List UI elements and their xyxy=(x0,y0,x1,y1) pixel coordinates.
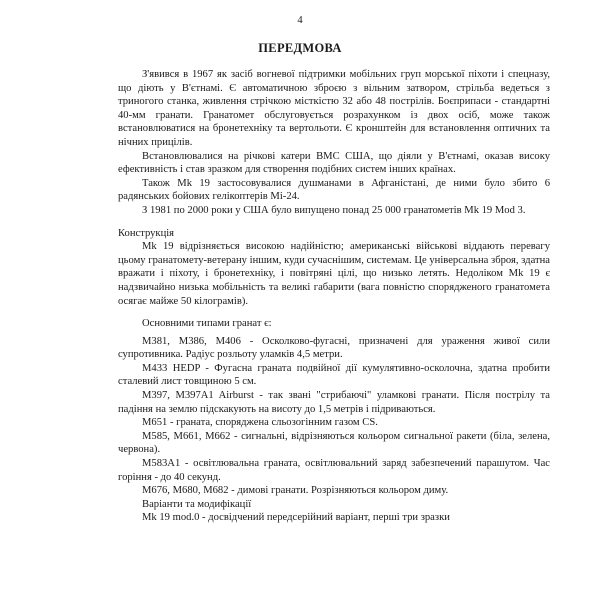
intro-paragraph-3: Також Mk 19 застосовувалися душманами в Афганістані, де ними було збито 6 радянських бойових гелікоптерів Мі-24. xyxy=(118,177,550,203)
grenade-item: M397, M397A1 Airburst - так звані "стрибаючі" уламкові гранати. Після пострілу та падіння на землю підскакують на висоту до 1,5 метрів і підриваються. xyxy=(118,390,550,415)
grenade-item: M433 HEDP - Фугасна граната подвійної дії кумулятивно-осколочна, здатна пробити сталевий лист товщиною 5 см. xyxy=(118,362,550,388)
variants-heading: Варіанти та модифікації xyxy=(142,498,252,510)
intro-paragraph-2: Встановлювалися на річкові катери ВМС США, що діяли у В'єтнамі, оказав високу ефективність і став зразком для створення подібних систем інших країнах. xyxy=(118,150,550,176)
page-title: ПЕРЕДМОВА xyxy=(258,41,342,55)
intro-paragraph-4: З 1981 по 2000 роки у США було випущено понад 25 000 гранатометів Mk 19 Mod 3. xyxy=(142,204,526,216)
grenade-item: M381, M386, M406 - Осколково-фугасні, призначені для ураження живої сили супротивника. Радіус розльоту уламків 4,5 метри. xyxy=(118,335,550,361)
construction-heading: Конструкція xyxy=(118,227,175,239)
grenade-item: M651 - граната, споряджена сльозогінним газом CS. xyxy=(142,417,378,429)
intro-paragraph-1: З'явився в 1967 як засіб вогневої підтримки мобільних груп морської піхоти і спецназу, що діють у В'єтнамі. Є автоматичною зброєю з вільним затвором, стрільба ведеться з триногого станка, живлення стрічкою місткістю 32 або 48 пострілів. Боєприпаси - стандартні 40-мм гранати. Гранатомет обслуговується розрахунком із двох осіб, може також встановлюватися на бронетехніку та вертольоти. Є кронштейн для встановлення оптичних та нічних прицілів. xyxy=(118,69,550,148)
page-body xyxy=(118,68,550,525)
grenade-item: M676, M680, M682 - димові гранати. Розрізняються кольором диму. xyxy=(142,485,449,497)
construction-paragraph: Mk 19 відрізняється високою надійністю; американські військові віддають перевагу цьому гранатомету-ветерану іншим, куди сучаснішим, системам. Це універсальна зброя, здатна вражати і піхоту, і бронетехніку, і повітряні цілі, що низько летять. Недоліком Mk 19 є надзвичайно низька мобільність та великі габарити (вага повністю спорядженого гранатомета осягає майже 50 кілограмів). xyxy=(118,241,550,307)
page-number: 4 xyxy=(297,15,303,26)
grenades-heading: Основними типами гранат є: xyxy=(142,318,272,330)
variants-paragraph: Mk 19 mod.0 - досвідчений передсерійний варіант, перші три зразки xyxy=(142,512,450,524)
grenade-item: M583A1 - освітлювальна граната, освітлювальний заряд забезпечений парашутом. Час горіння - до 40 секунд. xyxy=(118,458,550,483)
grenade-item: M585, M661, M662 - сигнальні, відрізняються кольором сигнальної ракети (біла, зелена, червона). xyxy=(118,430,550,456)
